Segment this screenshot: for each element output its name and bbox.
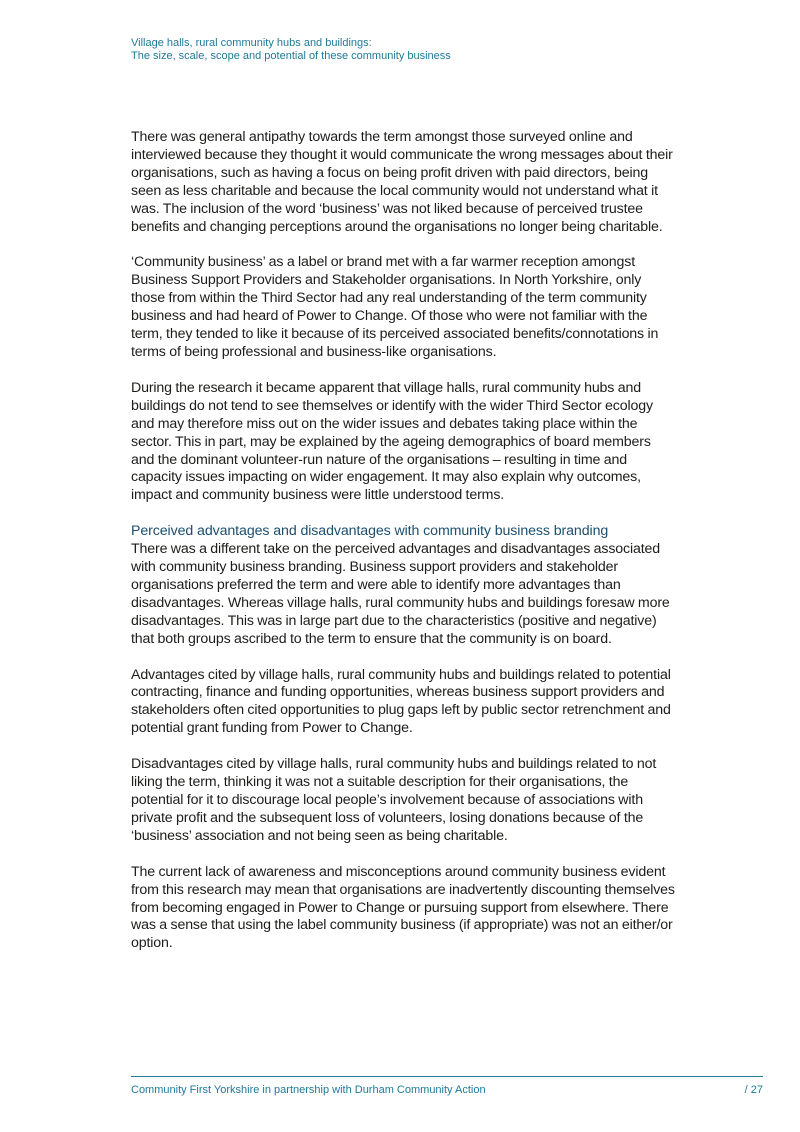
body-paragraph: During the research it became apparent that village halls, rural community hubs and buildings do not tend to see themselves or identify with the wider Third Sector ecology and may therefore miss out on the wider issues and debates taking place within the sector. This in part, may be explained by the ageing demographics of board members and the dominant volunteer-run nature of the organisations – resulting in time and capacity issues impacting on wider engagement. It may also explain why outcomes, impact and community business were little understood terms. [131,379,653,504]
body-paragraph: Advantages cited by village halls, rural community hubs and buildings related to potential contracting, finance and funding opportunities, whereas business support providers and stakeholders often cited opportunities to plug gaps left by public sector retrenchment and potential grant funding from Power to Change. [131,666,671,737]
running-header-title: Village halls, rural community hubs and buildings: [131,37,372,49]
page-body [131,129,676,971]
running-header-subtitle: The size, scale, scope and potential of these community business [131,50,451,62]
page-footer [131,1076,763,1096]
body-paragraph: There was general antipathy towards the term amongst those surveyed online and interviewed because they thought it would communicate the wrong messages about their organisations, such as having a focus on being profit driven with paid directors, being seen as less charitable and because the local community would not understand what it was. The inclusion of the word ‘business’ was not liked because of perceived trustee benefits and changing perceptions around the organisations no longer being charitable. [131,129,673,235]
footer-credit: Community First Yorkshire in partnership with Durham Community Action [131,1084,486,1096]
running-header [131,37,691,63]
body-paragraph: ‘Community business’ as a label or brand met with a far warmer reception amongst Business Support Providers and Stakeholder organisations. In North Yorkshire, only those from within the Third Sector had any real understanding of the term community business and had heard of Power to Change. Of those who were not familiar with the term, they tended to like it because of its perceived associated benefits/connotations in terms of being professional and business-like organisations. [131,254,659,360]
section-heading: Perceived advantages and disadvantages with community business branding [131,523,609,540]
page-number: / 27 [744,1084,763,1096]
body-paragraph: Disadvantages cited by village halls, rural community hubs and buildings related to not liking the term, thinking it was not a suitable description for their organisations, the potential for it to discourage local people’s involvement because of associations with private profit and the subsequent loss of volunteers, losing donations because of the ‘business’ association and not being seen as being charitable. [131,756,657,844]
body-paragraph: There was a different take on the perceived advantages and disadvantages associated with community business branding. Business support providers and stakeholder organisations preferred the term and were able to identify more advantages than disadvantages. Whereas village halls, rural community hubs and buildings foresaw more disadvantages. This was in large part due to the characteristics (positive and negative) that both groups ascribed to the term to ensure that the community is on board. [131,541,670,647]
body-paragraph: The current lack of awareness and misconceptions around community business evident from this research may mean that organisations are inadvertently discounting themselves from becoming engaged in Power to Change or pursuing support from elsewhere. There was a sense that using the label community business (if appropriate) was not an either/or option. [131,863,675,952]
